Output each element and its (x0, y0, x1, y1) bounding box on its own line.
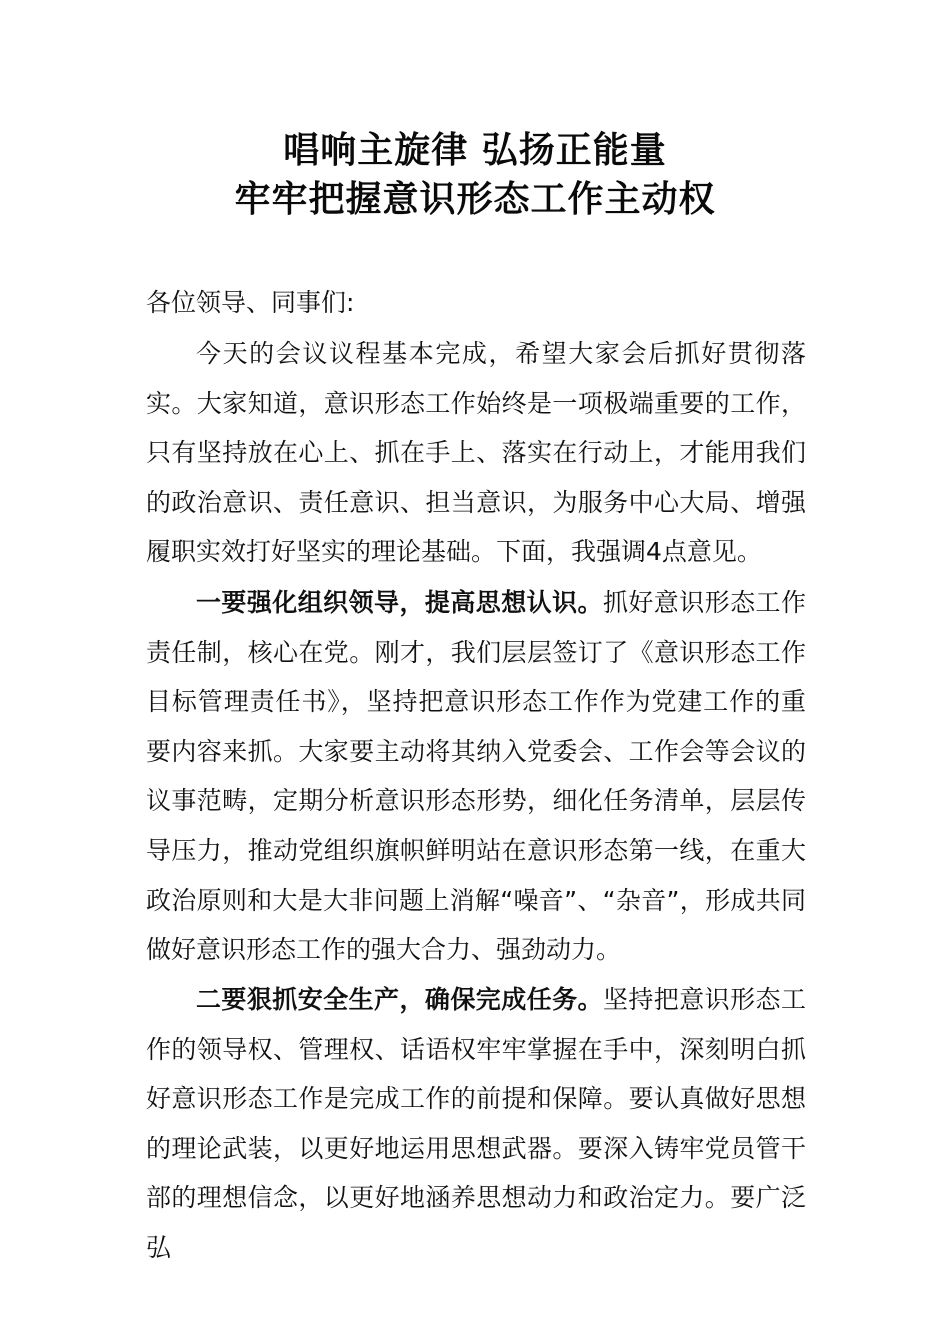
paragraph-body: 坚持把意识形态工作的领导权、管理权、话语权牢牢掌握在手中，深刻明白抓好意识形态工作是完成工作的前提和保障。要认真做好思想的理论武装，以更好地运用思想武器。要深入铸牢党员管干部的理想信念，以更好地涵养思想动力和政治定力。要广泛弘 (146, 985, 806, 1262)
paragraph-intro (146, 329, 806, 579)
paragraph-lead: 一要强化组织领导，提高思想认识。 (196, 588, 603, 617)
paragraph-point-2 (146, 975, 806, 1262)
paragraph-point-1 (146, 578, 806, 978)
paragraph-body: 今天的会议议程基本完成，希望大家会后抓好贯彻落实。大家知道，意识形态工作始终是一项极端重要的工作，只有坚持放在心上、抓在手上、落实在行动上，才能用我们的政治意识、责任意识、担当意识，为服务中心大局、增强履职实效打好坚实的理论基础。下面，我强调4点意见。 (146, 339, 806, 567)
document-title-line-1: 唱响主旋律 弘扬正能量 (283, 129, 667, 171)
paragraph-body: 抓好意识形态工作责任制，核心在党。刚才，我们层层签订了《意识形态工作目标管理责任书》，坚持把意识形态工作作为党建工作的重要内容来抓。大家要主动将其纳入党委会、工作会等会议的议事范畴，定期分析意识形态形势，细化任务清单，层层传导压力，推动党组织旗帜鲜明站在意识形态第一线，在重大政治原则和大是大非问题上消解“噪音”、“杂音”，形成共同做好意识形态工作的强大合力、强劲动力。 (146, 588, 806, 965)
greeting: 各位领导、同事们: (146, 288, 355, 317)
document-title-line-2: 牢牢把握意识形态工作主动权 (234, 178, 716, 220)
paragraph-lead: 二要狠抓安全生产，确保完成任务。 (196, 985, 603, 1014)
